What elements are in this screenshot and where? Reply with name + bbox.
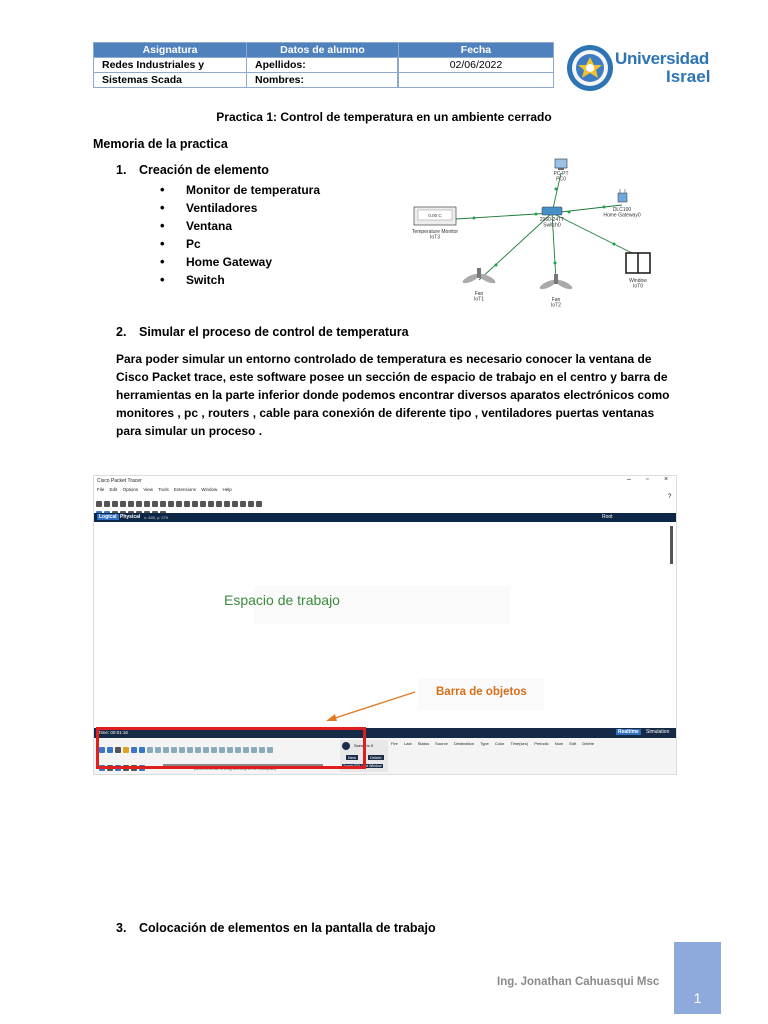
header-col-asignatura: Asignatura	[94, 43, 247, 58]
time-readout: Time: 00:01:16	[98, 730, 128, 735]
fan-icon	[538, 274, 573, 291]
pc-label: PC-PT PC0	[553, 171, 569, 183]
menu-edit: Edit	[109, 487, 118, 492]
minimize-icon: –	[627, 476, 631, 483]
switch-icon	[542, 207, 562, 215]
monitor-label: Temperature Monitor IoT3	[411, 229, 459, 241]
cell-fecha-2	[398, 73, 553, 88]
menu-options: Options	[122, 487, 139, 492]
delete-button: Delete	[370, 755, 382, 760]
realtime-tab: Realtime	[618, 729, 639, 735]
header-col-datos: Datos de alumno	[246, 43, 398, 58]
home-gateway-icon	[618, 189, 627, 202]
tab-physical: Physical	[120, 514, 141, 520]
logo-text-israel: Israel	[666, 67, 711, 86]
annotation-arrow-icon	[322, 690, 418, 724]
simulation-tab: Simulation	[646, 729, 670, 735]
menu-tools: Tools	[158, 487, 169, 492]
packet-tracer-screenshot	[93, 475, 677, 775]
menu-extensions: Extensions	[173, 487, 196, 492]
fan2-label: Fan IoT2	[550, 297, 562, 309]
pt-navbar	[94, 513, 676, 522]
pt-app-title: Cisco Packet Tracer	[97, 478, 142, 484]
section2-title: Simular el proceso de control de temperatura	[139, 325, 409, 339]
list-item: • Switch	[160, 271, 320, 289]
switch-label: 2960-24TT Switch0	[539, 217, 565, 229]
palette-hint: [Select a Device to Drag and Drop to the Workspace]	[194, 767, 277, 771]
university-seal-icon	[565, 42, 615, 94]
section1-title: Creación de elemento	[139, 163, 269, 177]
cell-asignatura-1: Redes Industriales y	[94, 58, 247, 73]
objects-bar-highlight	[96, 727, 366, 769]
menu-file: File	[97, 487, 105, 492]
event-list-header: Fire Last Status Source Destination Type Color Time(sec) Periodic Num Edit Delete	[391, 741, 594, 746]
objects-bar-annotation: Barra de objetos	[436, 686, 527, 698]
gateway-label: DLC100 Home Gateway0	[603, 207, 641, 219]
section3-number: 3.	[116, 921, 127, 935]
menu-view: View	[143, 487, 154, 492]
maximize-icon: ▫	[646, 476, 649, 483]
cell-asignatura-2: Sistemas Scada	[94, 73, 247, 88]
workspace-annotation: Espacio de trabajo	[224, 592, 340, 608]
section2-paragraph: Para poder simular un entorno controlado de temperatura es necesario conocer la ventana de Cisco Packet trace, este software posee un sección de espacio de trabajo en el centro y barra de herramientas en la parte inferior donde podemos encontrar diversos aparatos electrónicos como monitores , pc , routers , cable para conexión de diferente tipo , ventiladores puertas ventanas para simular un proceso .	[116, 352, 670, 438]
fan-icon	[461, 268, 496, 285]
pc-icon	[555, 159, 567, 170]
toggle-pdu-button: Toggle PDU List Window	[343, 764, 382, 768]
close-icon: ×	[664, 476, 669, 483]
cell-apellidos: Apellidos:	[246, 58, 397, 73]
scenario-select: Scenario 0	[354, 743, 374, 748]
cell-fecha: 02/06/2022	[398, 58, 553, 73]
menu-help: Help	[222, 487, 232, 492]
pt-scrollbar	[670, 526, 673, 564]
pt-toolbar-secondary	[96, 504, 676, 513]
list-item: • Ventana	[160, 217, 320, 235]
practice-title: Practica 1: Control de temperatura en un ambiente cerrado	[216, 110, 552, 124]
section2-number: 2.	[116, 325, 127, 339]
list-item: • Monitor de temperatura	[160, 181, 320, 199]
footer-author: Ing. Jonathan Cahuasqui Msc	[497, 976, 660, 988]
list-item: • Ventiladores	[160, 199, 320, 217]
page-number-box	[674, 942, 721, 1014]
pt-menubar	[94, 486, 676, 494]
coords-readout: x: 465, y: 279	[144, 515, 169, 520]
elements-list	[160, 181, 320, 289]
root-label: Root	[602, 514, 613, 520]
tab-logical: Logical	[99, 514, 117, 520]
window-label: Window IoT0	[629, 278, 647, 290]
section1-number: 1.	[116, 163, 127, 177]
fan1-label: Fan IoT1	[473, 291, 485, 303]
memoria-heading: Memoria de la practica	[93, 137, 228, 151]
header-col-fecha: Fecha	[398, 43, 553, 58]
new-button: New	[348, 755, 357, 760]
logo-text-universidad: Universidad	[615, 49, 710, 68]
cell-nombres: Nombres:	[246, 73, 397, 88]
list-item: • Home Gateway	[160, 253, 320, 271]
window-icon	[626, 253, 650, 273]
pt-toolbar-main: ?	[96, 494, 676, 504]
monitor-screen-value: 0.00 C	[428, 213, 442, 218]
page-number: 1	[693, 990, 702, 1006]
list-item: • Pc	[160, 235, 320, 253]
network-diagram	[404, 155, 664, 310]
menu-window: Window	[201, 487, 218, 492]
university-logo	[565, 42, 725, 94]
section3-title: Colocación de elementos en la pantalla de trabajo	[139, 921, 436, 935]
pt-titlebar	[94, 476, 676, 486]
header-table	[93, 42, 554, 88]
